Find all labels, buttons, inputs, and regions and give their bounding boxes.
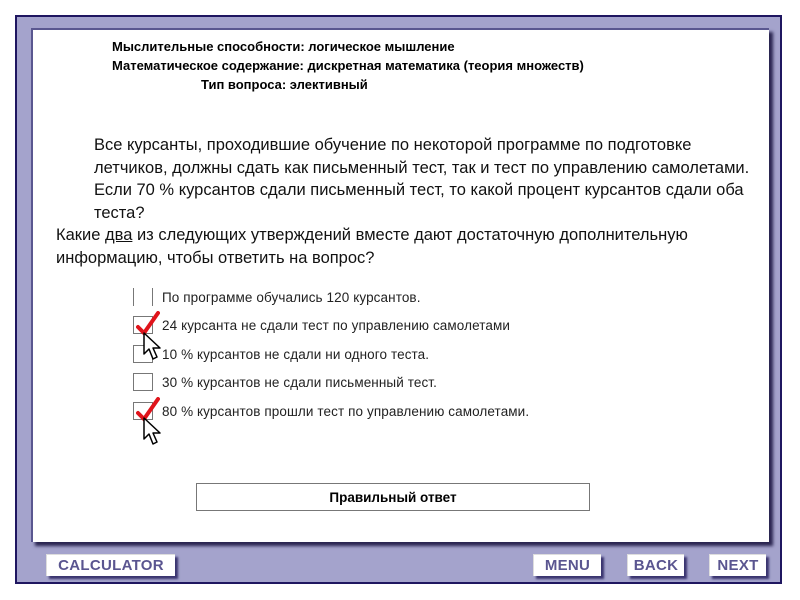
option-4-checkbox[interactable] — [133, 373, 153, 391]
option-5[interactable] — [133, 401, 529, 421]
calculator-button[interactable]: CALCULATOR — [46, 554, 175, 576]
instruction-emphasis: два — [104, 226, 133, 244]
question-text — [56, 134, 756, 269]
header-question-type: Тип вопроса: элективный — [201, 77, 368, 92]
option-4-label: 30 % курсантов не сдали письменный тест. — [162, 374, 437, 390]
cursor-arrow-icon — [142, 417, 164, 447]
option-1-label: По программе обучались 120 курсантов. — [162, 289, 421, 305]
next-button[interactable]: NEXT — [709, 554, 766, 576]
option-1[interactable] — [133, 287, 421, 307]
option-1-checkbox[interactable] — [133, 288, 153, 306]
option-4[interactable] — [133, 372, 437, 392]
instruction-end: из следующих утверждений вместе дают достаточную дополнительную информацию, чтобы ответить на вопрос? — [56, 226, 688, 267]
header-math-content: Математическое содержание: дискретная математика (теория множеств) — [112, 58, 584, 73]
correct-answer-button[interactable]: Правильный ответ — [196, 483, 590, 511]
instruction-paragraph — [56, 224, 756, 269]
option-2-label: 24 курсанта не сдали тест по управлению самолетами — [162, 317, 510, 333]
option-3-label: 10 % курсантов не сдали ни одного теста. — [162, 346, 430, 362]
back-button[interactable]: BACK — [627, 554, 684, 576]
option-2[interactable] — [133, 315, 510, 335]
option-5-label: 80 % курсантов прошли тест по управлению самолетами. — [162, 403, 530, 419]
header-thinking-skill: Мыслительные способности: логическое мышление — [112, 39, 455, 54]
cursor-arrow-icon — [142, 332, 164, 362]
menu-button[interactable]: MENU — [533, 554, 601, 576]
content-panel — [31, 28, 769, 542]
instruction-start: Какие — [56, 226, 105, 244]
question-paragraph: Все курсанты, проходившие обучение по некоторой программе по подготовке летчиков, должны сдать как письменный тест, так и тест по управлению самолетами. Если 70 % курсантов сдали письменный тест, то какой процент курсантов сдали оба теста? — [94, 136, 750, 222]
option-3[interactable] — [133, 344, 429, 364]
